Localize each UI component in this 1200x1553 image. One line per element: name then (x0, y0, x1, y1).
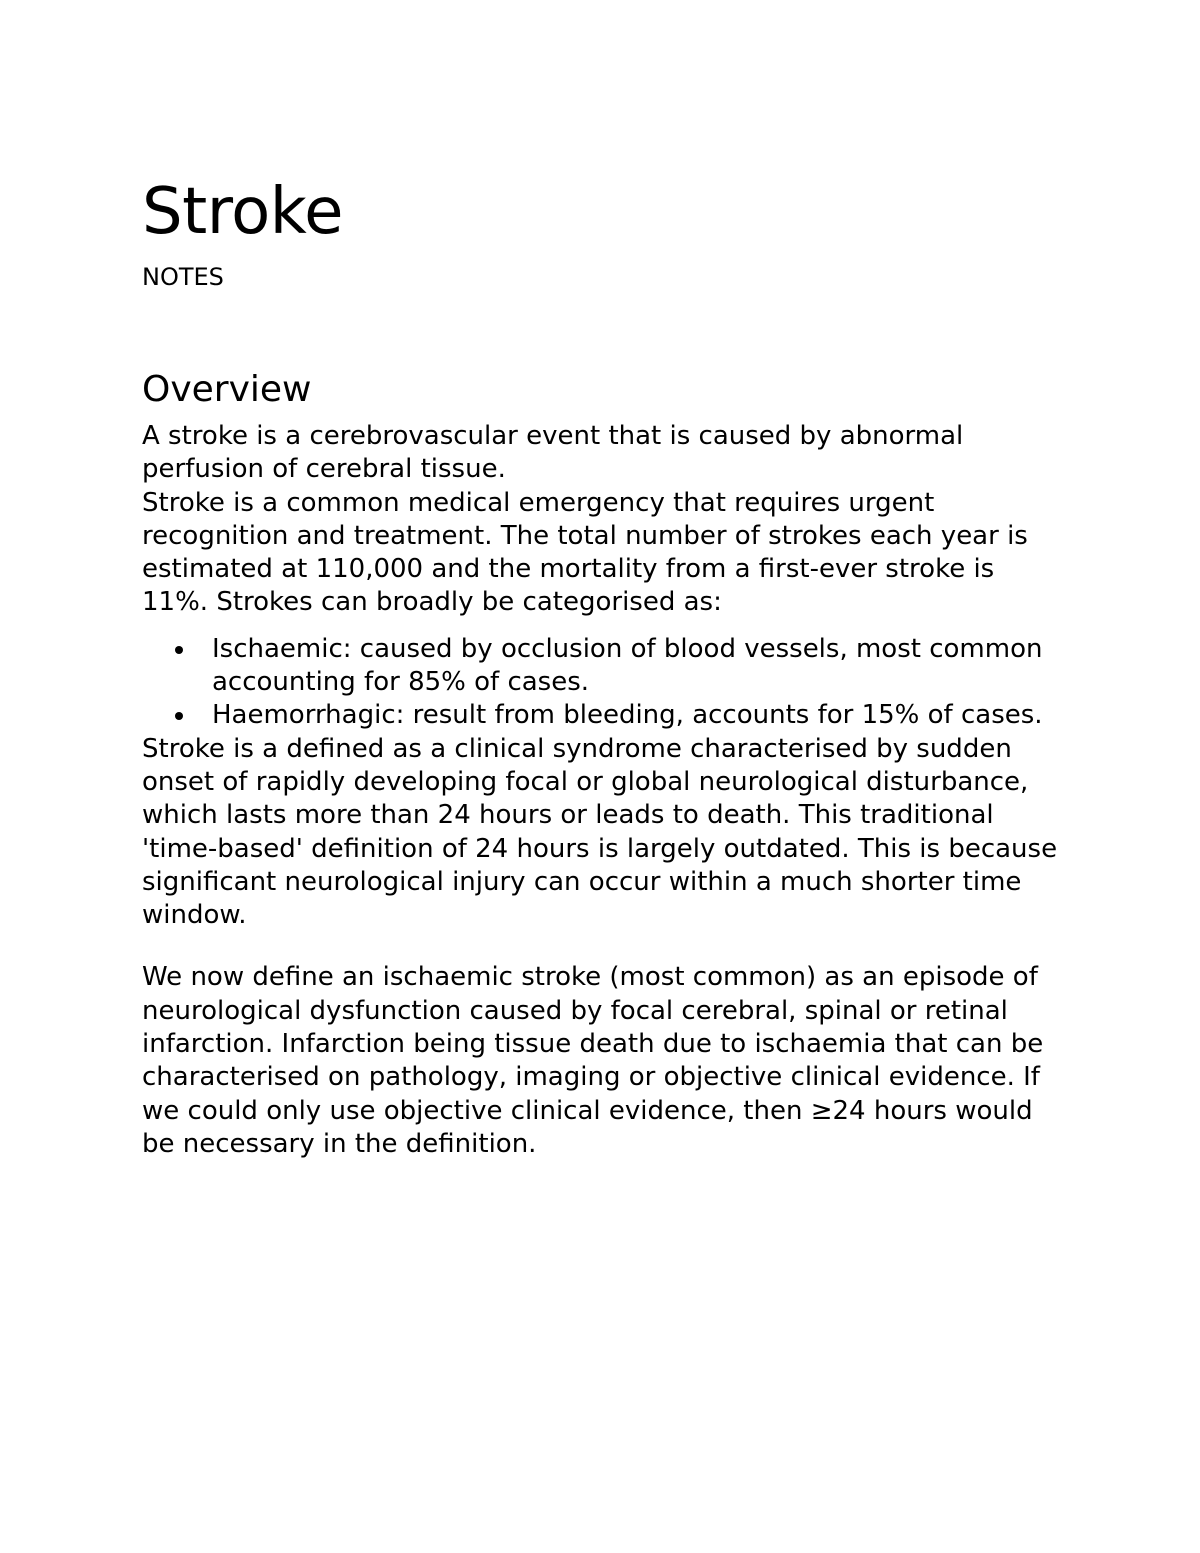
intro-paragraph: Stroke is a common medical emergency that requires urgent recognition and treatment. The total number of strokes each year is estimated at 110,000 and the mortality from a first-ever stroke is 11%. Strokes can broadly be categorised as: (142, 487, 1028, 618)
list-item (142, 633, 1062, 700)
document-page (142, 168, 1062, 1161)
bullet-icon (175, 712, 183, 720)
definition-paragraph: Stroke is a defined as a clinical syndrome characterised by sudden onset of rapidly developing focal or global neurological disturbance, which lasts more than 24 hours or leads to death. This traditional 'time-based' definition of 24 hours is largely outdated. This is because significant neurological injury can occur within a much shorter time window. (142, 733, 1058, 931)
bullet-icon (175, 646, 183, 654)
list-item (142, 699, 1062, 732)
new-definition-paragraph: We now define an ischaemic stroke (most common) as an episode of neurological dysfunction caused by focal cerebral, spinal or retinal infarction. Infarction being tissue death due to ischaemia that can be characterised on pathology, imaging or objective clinical evidence. If we could only use objective clinical evidence, then ≥24 hours would be necessary in the definition. (142, 962, 1044, 1159)
list-item-text: Ischaemic: caused by occlusion of blood vessels, most common accounting for 85% of cases. (212, 633, 1043, 698)
intro-paragraph: A stroke is a cerebrovascular event that is caused by abnormal perfusion of cerebral tissue. (142, 421, 964, 485)
section-heading-overview: Overview (142, 369, 312, 410)
list-item-text: Haemorrhagic: result from bleeding, accounts for 15% of cases. (212, 700, 1043, 731)
document-title: Stroke (142, 175, 343, 249)
stroke-types-list (142, 633, 1062, 733)
document-subtitle: NOTES (142, 263, 224, 291)
